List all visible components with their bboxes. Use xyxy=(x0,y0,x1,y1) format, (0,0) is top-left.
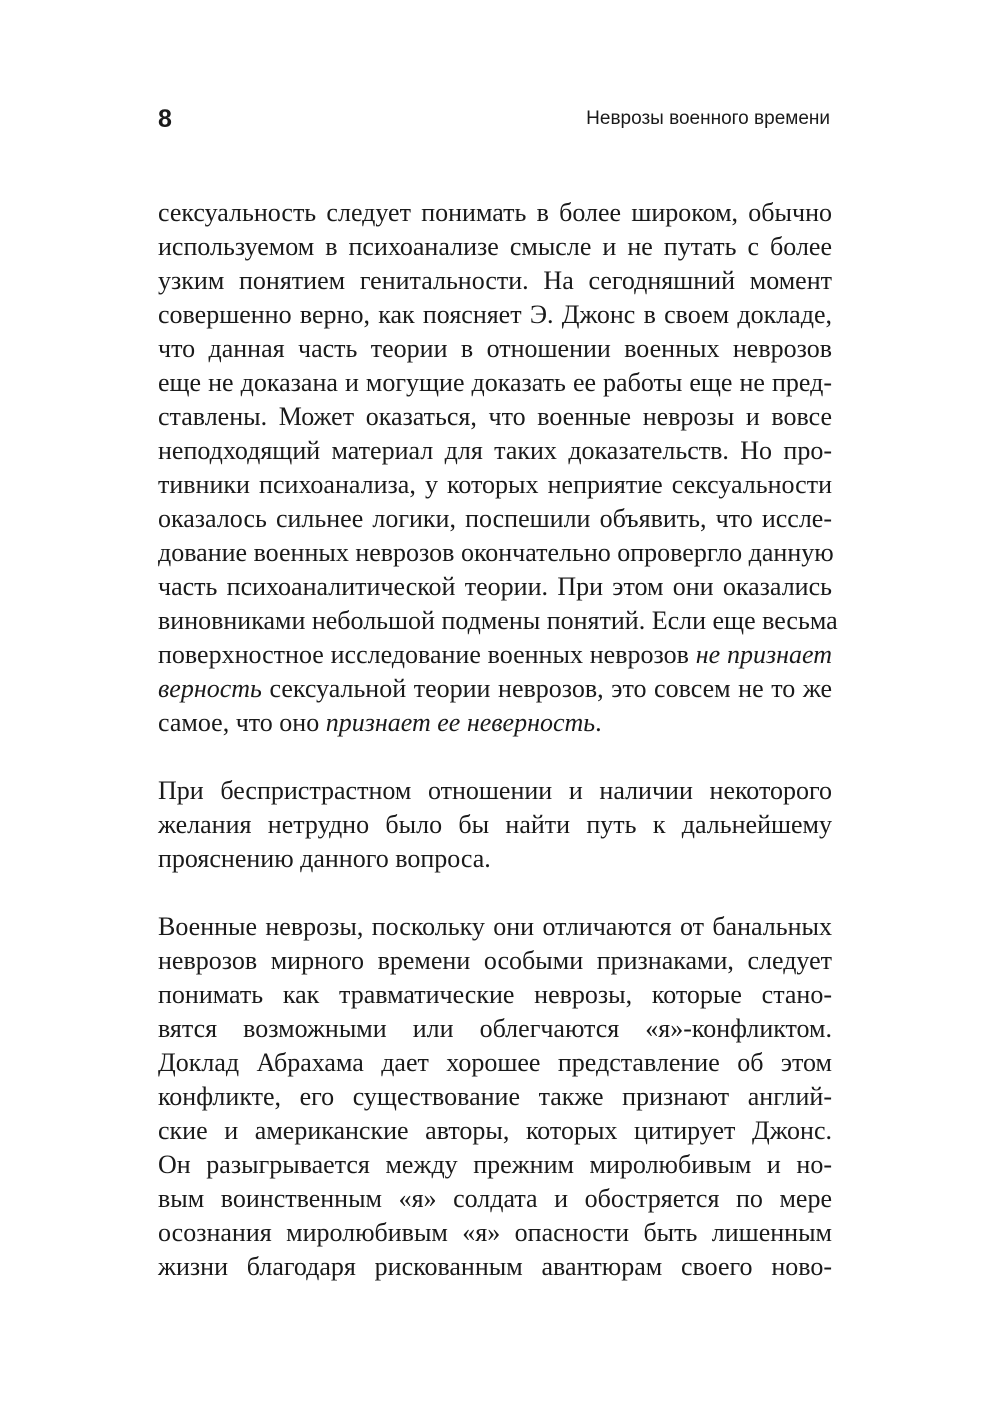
text-line: вым воинственным «я» солдата и обостряется по мере xyxy=(158,1184,832,1213)
text-line: вятся возможными или облегчаются «я»-конфликтом. xyxy=(158,1014,832,1043)
text-line: неподходящий материал для таких доказательств. Но про- xyxy=(158,436,832,465)
text-line: узким понятием генитальности. На сегодняшний момент xyxy=(158,266,832,295)
page-number: 8 xyxy=(158,105,172,133)
paragraph-1 xyxy=(158,196,838,740)
text-line: жизни благодаря рискованным авантюрам своего ново- xyxy=(158,1252,832,1281)
text-run: сексуальной теории неврозов, это совсем не то же xyxy=(261,674,832,703)
text-line: что данная часть теории в отношении военных неврозов xyxy=(158,334,832,363)
body-text xyxy=(158,196,838,1318)
text-line: ставлены. Может оказаться, что военные неврозы и вовсе xyxy=(158,402,832,431)
text-line: оказалось сильнее логики, поспешили объявить, что иссле- xyxy=(158,504,832,533)
text-line: осознания миролюбивым «я» опасности быть лишенным xyxy=(158,1218,832,1247)
text-line: совершенно верно, как поясняет Э. Джонс в своем докладе, xyxy=(158,300,832,329)
text-line: неврозов мирного времени особыми признаками, следует xyxy=(158,946,832,975)
text-line: тивники психоанализа, у которых неприятие сексуальности xyxy=(158,470,832,499)
text-line: сексуальность следует понимать в более широком, обычно xyxy=(158,198,832,227)
text-line: конфликте, его существование также признают англий- xyxy=(158,1082,832,1111)
text-line: понимать как травматические неврозы, которые стано- xyxy=(158,980,832,1009)
text-line: Он разыгрывается между прежним миролюбивым и но- xyxy=(158,1150,832,1179)
text-run: . xyxy=(595,708,602,737)
text-line: Доклад Абрахама дает хорошее представление об этом xyxy=(158,1048,832,1077)
italic-emphasis: признает ее неверность xyxy=(325,708,596,737)
paragraph-2 xyxy=(158,774,832,876)
text-line: часть психоаналитической теории. При этом они оказались xyxy=(158,572,832,601)
text-line: используемом в психоанализе смысле и не путать с более xyxy=(158,232,832,261)
text-run: поверхностное исследование военных неврозов xyxy=(158,640,696,669)
running-title: Неврозы военного времени xyxy=(586,108,830,129)
italic-emphasis: верность xyxy=(158,674,262,703)
text-line: При беспристрастном отношении и наличии некоторого xyxy=(158,776,832,805)
text-line xyxy=(158,672,832,706)
text-run: самое, что оно xyxy=(158,708,326,737)
paragraph-3 xyxy=(158,910,832,1284)
text-line: виновниками небольшой подмены понятий. Если еще весьма xyxy=(158,606,838,635)
text-line: дование военных неврозов окончательно опровергло данную xyxy=(158,538,834,567)
text-line: Военные неврозы, поскольку они отличаются от банальных xyxy=(158,912,832,941)
text-line: желания нетрудно было бы найти путь к дальнейшему xyxy=(158,810,832,839)
text-line xyxy=(158,638,832,672)
text-line: ские и американские авторы, которых цитирует Джонс. xyxy=(158,1116,832,1145)
text-line xyxy=(158,706,832,740)
text-line: еще не доказана и могущие доказать ее работы еще не пред- xyxy=(158,368,832,397)
italic-emphasis: не признает xyxy=(695,640,832,669)
text-line: прояснению данного вопроса. xyxy=(158,844,491,873)
